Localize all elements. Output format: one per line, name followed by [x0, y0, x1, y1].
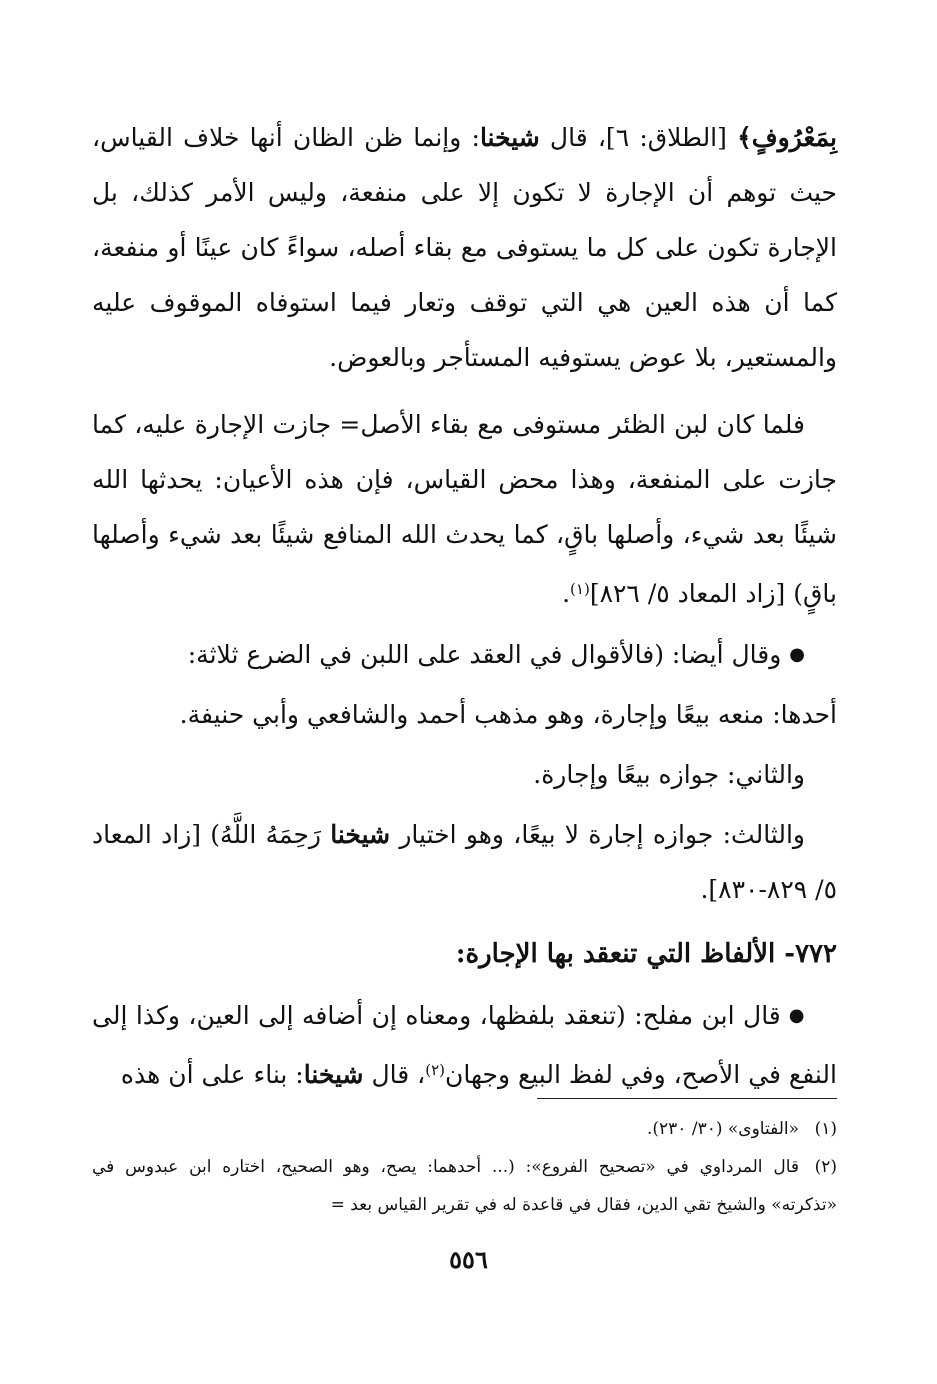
- paragraph-last-text: قال ابن مفلح: (تنعقد بلفظها، ومعناه إن أضافه إلى العين، وكذا إلى النفع في الأصح، وفي لفظ البيع وجهان: [92, 1001, 837, 1089]
- paragraph-last-text-2: ، قال: [363, 1060, 426, 1089]
- footnote-2-number: (٢): [814, 1157, 837, 1177]
- footnote-2-text: قال المرداوي في «تصحيح الفروع»: (... أحدهما: يصح، وهو الصحيح، اختاره ابن عبدوس في «تذكرته» والشيخ تقي الدين، فقال في قاعدة له في تقرير القياس بعد =: [92, 1157, 837, 1215]
- option-3: [92, 807, 837, 917]
- footnote-ref-1[interactable]: (١): [570, 580, 590, 598]
- paragraph-1: [92, 110, 837, 385]
- footnote-divider: [537, 1098, 837, 1099]
- bullet-icon: ●: [789, 644, 805, 665]
- option-2: والثاني: جوازه بيعًا وإجارة.: [533, 760, 805, 789]
- paragraph-last: [92, 988, 837, 1102]
- main-text: [92, 110, 837, 1102]
- paragraph-2: [92, 397, 837, 617]
- quran-reference: [الطلاق: ٦]، قال: [539, 123, 738, 152]
- footnote-1-number: (١): [814, 1119, 837, 1139]
- quran-fragment: بِمَعْرُوفٍ﴾: [737, 123, 837, 152]
- shaykh-name: شيخنا: [303, 1060, 364, 1089]
- footnotes: [92, 1110, 837, 1224]
- footnote-1: [92, 1110, 837, 1148]
- option-3-text: والثالث: جوازه إجارة لا بيعًا، وهو اختيار: [390, 820, 805, 849]
- bullet-icon: ●: [788, 1005, 805, 1026]
- bullet-paragraph-1-text: وقال أيضا: (فالأقوال في العقد على اللبن في الضرع ثلاثة:: [187, 640, 782, 669]
- paragraph-1-text: : وإنما ظن الظان أنها خلاف القياس، حيث توهم أن الإجارة لا تكون إلا على منفعة، وليس الأمر كذلك، بل الإجارة تكون على كل ما يستوفى مع بقاء أصله، سواءً كان عينًا أو منفعة، كما أن هذه العين هي التي توقف وتعار فيما استوفاه الموقوف عليه والمستعير، بلا عوض يستوفيه المستأجر وبالعوض.: [92, 123, 837, 372]
- section-heading: ٧٧٢- الألفاظ التي تنعقد بها الإجارة:: [455, 939, 837, 969]
- paragraph-2-end: .: [562, 579, 571, 608]
- option-1: أحدها: منعه بيعًا وإجارة، وهو مذهب أحمد والشافعي وأبي حنيفة.: [179, 700, 837, 729]
- shaykh-name: شيخنا: [479, 123, 540, 152]
- bullet-paragraph-1: [92, 627, 837, 682]
- page-number: ٥٥٦: [449, 1245, 488, 1274]
- page-content: [92, 110, 837, 1215]
- footnote-ref-2[interactable]: (٢): [425, 1061, 445, 1079]
- paragraph-2-text: فلما كان لبن الظئر مستوفى مع بقاء الأصل= جازت الإجارة عليه، كما جازت على المنفعة، وهذا محض القياس، فإن هذه الأعيان: يحدثها الله شيئًا بعد شيء، وأصلها باقٍ، كما يحدث الله المنافع شيئًا بعد شيء وأصلها باقٍ) [زاد المعاد ٥/ ٨٢٦]: [92, 410, 837, 608]
- option-3-end: رَحِمَهُ اللَّهُ) [زاد المعاد ٥/ ٨٢٩-٨٣٠].: [92, 820, 837, 904]
- footnote-2: [92, 1148, 837, 1224]
- footnote-1-text: «الفتاوى» (٣٠/ ٢٣٠).: [646, 1119, 799, 1139]
- paragraph-last-end: : بناء على أن هذه: [120, 1060, 304, 1089]
- shaykh-name: شيخنا: [330, 820, 391, 849]
